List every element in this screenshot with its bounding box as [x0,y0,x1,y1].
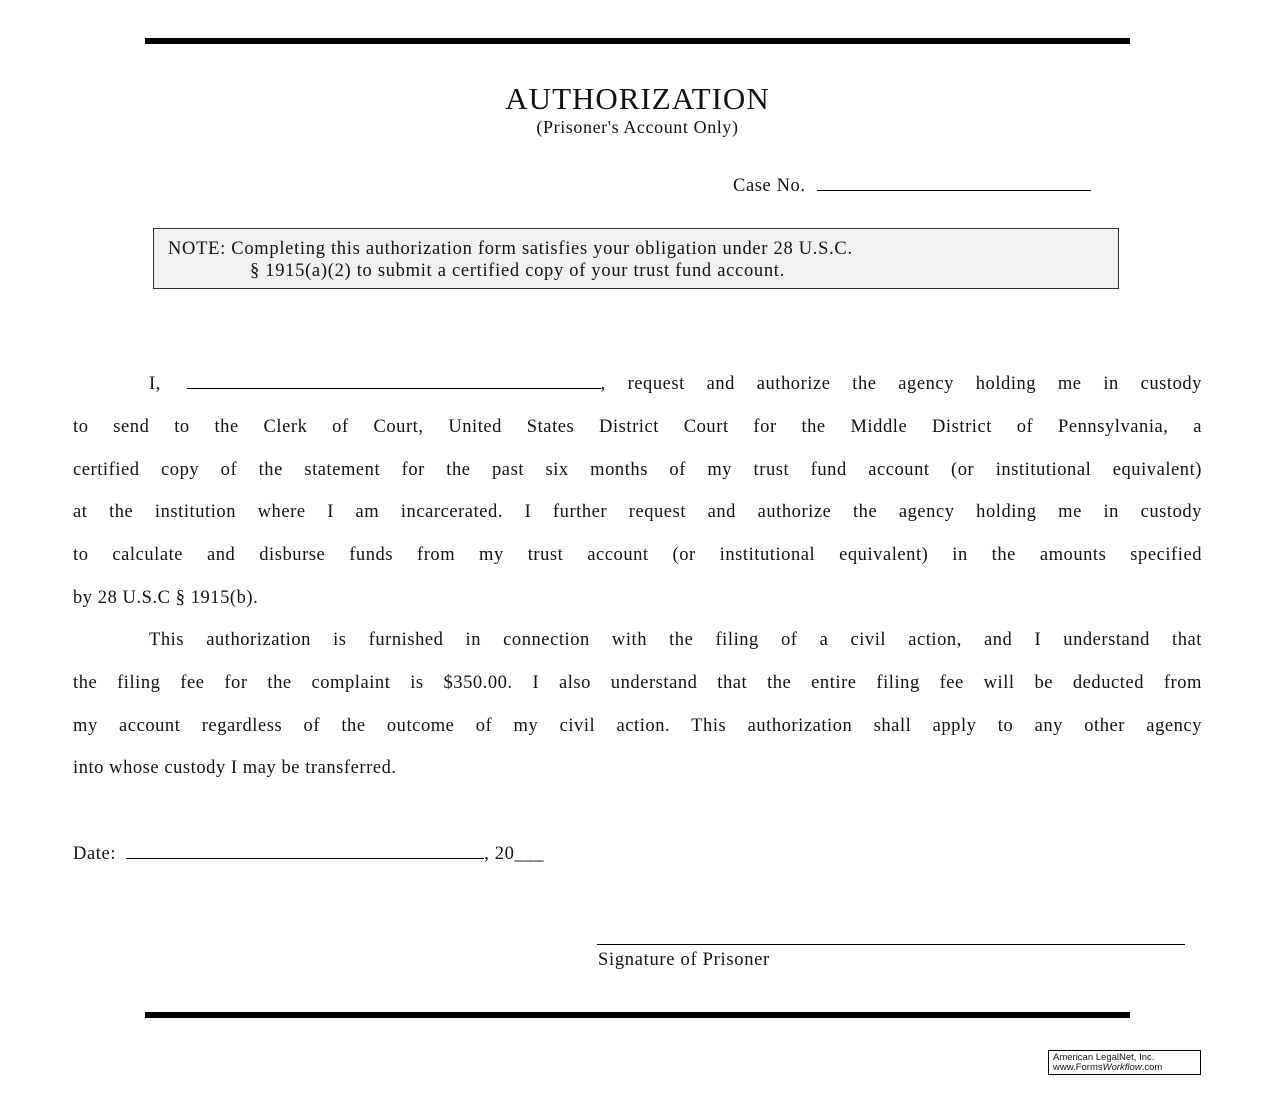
case-number-label: Case No. [733,176,806,196]
paragraph-2-line-2: the filing fee for the complaint is $350.00. I also understand that the entire filing fee will be deducted from [73,673,1202,693]
date-row [73,842,544,866]
paragraph-2-line-3: my account regardless of the outcome of my civil action. This authorization shall apply to any other agency [73,716,1202,736]
publisher-site-prefix: www.Forms [1053,1062,1103,1073]
year-field[interactable]: ___ [514,844,545,864]
paragraph-1-line-2: to send to the Clerk of Court, United States District Court for the Middle District of Pennsylvania, a [73,417,1202,437]
note-line-1: NOTE: Completing this authorization form satisfies your obligation under 28 U.S.C. [168,239,853,259]
publisher-name: American LegalNet, Inc. [1053,1052,1155,1063]
paragraph-1-line-3: certified copy of the statement for the past six months of my trust fund account (or institutional equivalent) [73,460,1202,480]
form-subtitle: (Prisoner's Account Only) [536,117,739,137]
publisher-site-suffix: .com [1141,1062,1163,1073]
paragraph-1-line-5: to calculate and disburse funds from my trust account (or institutional equivalent) in the amounts specified [73,545,1202,565]
paragraph-1-line-4: at the institution where I am incarcerated. I further request and authorize the agency holding me in custody [73,502,1202,522]
signature-line[interactable] [597,944,1185,945]
top-rule [145,38,1130,44]
signature-label: Signature of Prisoner [598,950,770,970]
note-line-2: § 1915(a)(2) to submit a certified copy of your trust fund account. [250,261,785,281]
publisher-badge [1048,1050,1201,1075]
paragraph-1-line-6: by 28 U.S.C § 1915(b). [73,588,259,608]
paragraph-1-line-1 [73,372,1202,396]
publisher-site-italic: Workflow [1102,1062,1142,1073]
paragraph-1-line-1-rest: , request and authorize the agency holding me in custody [600,374,1202,394]
publisher-site [1053,1063,1200,1073]
paragraph-2-line-1: This authorization is furnished in connection with the filing of a civil action, and I understand that [149,630,1202,650]
prisoner-name-field[interactable] [187,373,601,389]
bottom-rule [145,1012,1130,1018]
paragraph-1-lead: I, [149,374,161,394]
date-field[interactable] [126,843,484,859]
case-number-field[interactable] [817,175,1091,191]
year-prefix: , 20 [484,844,515,864]
note-box [153,228,1119,289]
date-label: Date: [73,844,117,864]
paragraph-2-line-4: into whose custody I may be transferred. [73,758,397,778]
form-title: AUTHORIZATION [505,81,770,116]
case-number-row [733,174,1091,198]
